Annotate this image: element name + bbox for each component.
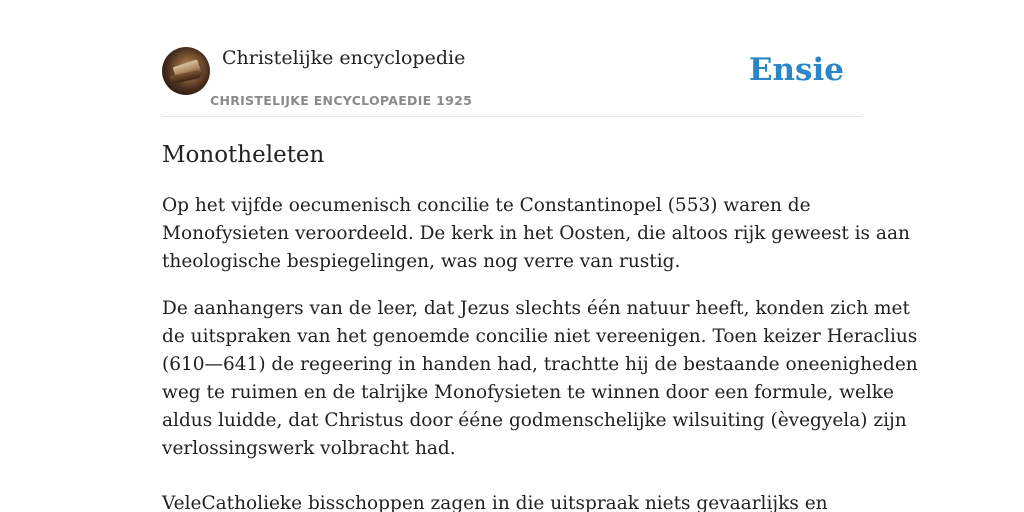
site-header: [162, 46, 862, 117]
site-avatar[interactable]: [162, 47, 210, 95]
site-title[interactable]: Christelijke encyclopedie: [222, 47, 466, 69]
paragraph-3: [162, 490, 862, 512]
paragraph-line: De aanhangers van de leer, dat Jezus slechts één natuur heeft, konden zich met: [162, 298, 910, 319]
site-subtitle: CHRISTELIJKE ENCYCLOPAEDIE 1925: [210, 93, 473, 108]
paragraph-2: [162, 295, 918, 463]
brand-logo[interactable]: Ensie: [748, 52, 844, 88]
paragraph-line: de uitspraken van het genoemde concilie niet vereenigen. Toen keizer Heraclius: [162, 326, 918, 347]
paragraph-line: Op het vijfde oecumenisch concilie te Constantinopel (553) waren de: [162, 195, 811, 216]
paragraph-1: [162, 192, 910, 276]
paragraph-line: verlossingswerk volbracht had.: [162, 438, 456, 459]
paragraph-line: (610—641) de regeering in handen had, trachtte hij de bestaande oneenigheden: [162, 354, 918, 375]
paragraph-line: Monofysieten veroordeeld. De kerk in het Oosten, die altoos rijk geweest is aan: [162, 223, 910, 244]
paragraph-line: VeleCatholieke bisschoppen zagen in die uitspraak niets gevaarlijks en: [162, 493, 828, 512]
article: [162, 139, 918, 512]
article-title: Monotheleten: [162, 142, 325, 168]
paragraph-line: aldus luidde, dat Christus door ééne godmenschelijke wilsuiting (èvegyela) zijn: [162, 410, 907, 431]
paragraph-line: weg te ruimen en de talrijke Monofysieten te winnen door een formule, welke: [162, 382, 894, 403]
paragraph-line: theologische bespiegelingen, was nog verre van rustig.: [162, 251, 681, 272]
